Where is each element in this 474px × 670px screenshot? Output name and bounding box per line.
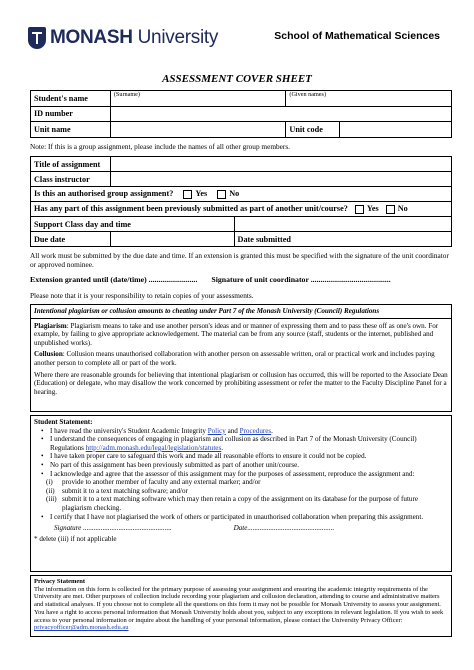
statement-heading: Student Statement: [34,418,93,426]
statement-item-safeguard: • I have taken proper care to safeguard this work and made all reasonable efforts to ensure it could not be copied. [44,452,448,461]
plagiarism-heading: Intentional plagiarism or collusion amounts to cheating under Part 7 of the Monash University (Council) Regulations [31,305,451,319]
given-names-field[interactable]: (Given names) [286,91,452,107]
privacy-panel [30,575,452,637]
unit-name-label: Unit name [31,122,111,138]
privacy-email-link[interactable]: privacyofficer@adm.monash.edu.au [34,624,129,632]
group-assignment-row: Is this an authorised group assignment? Yes No [31,187,452,202]
class-instructor-field[interactable] [110,172,451,187]
support-class-label: Support Class day and time [31,217,235,232]
statement-item-certify: • I certify that I have not plagiarised the work of others or participated in unauthorised collaboration when preparing this assignment. [44,513,448,522]
assignment-title-label: Title of assignment [31,157,111,172]
unit-code-label: Unit code [286,122,340,138]
monash-crest-icon [28,27,46,49]
school-name: School of Mathematical Sciences [274,30,440,42]
surname-field[interactable]: (Surname) [110,91,286,107]
page-title: ASSESSMENT COVER SHEET [162,73,312,85]
plagiarism-panel [30,304,452,412]
signature-row [34,524,448,533]
procedures-link[interactable]: Procedures [239,426,272,435]
id-number-label: ID number [31,106,111,122]
date-submitted-label[interactable]: Date submitted [234,232,451,247]
extension-row [30,275,452,284]
statement-item-reproduce: • I acknowledge and agree that the assessor of this assignment may for the purposes of assessment, reproduce the assignment and: [44,470,448,479]
monash-logo: MONASH University [50,27,219,48]
late-submission-note: All work must be submitted by the due date and time. If an extension is granted this must be specified with the signature of the unit coordinator or approved nominee. [30,251,449,269]
statement-item-policy: • I have read the university's Student Academic Integrity Policy and Procedures. [44,427,448,436]
prev-no-checkbox[interactable] [386,205,395,214]
statement-item-no-prior: • No part of this assignment has been previously submitted as part of another unit/course. [44,461,448,470]
support-class-field[interactable] [234,217,451,232]
policy-link[interactable]: Policy [207,426,226,435]
student-name-label: Student's name [31,91,111,107]
group-no-checkbox[interactable] [217,190,226,199]
student-statement-panel [30,415,452,572]
retain-copies-note: Please note that it is your responsibility to retain copies of your assessments. [30,291,254,300]
collusion-definition: Collusion: Collusion means unauthorised collaboration with another person on assessable written, oral or practical work and includes paying another person to complete all or part of the work. [34,350,435,367]
extension-label[interactable]: Extension granted until (date/time) ......................... [30,275,198,284]
statement-item-regulations: • I understand the consequences of engaging in plagiarism and collusion as described in Part 7 of the Monash University (Council) Regulations http://adm.monash.edu/legal/legislation/statutes. [44,435,448,452]
group-note: Note: If this is a group assignment, please include the names of all other group members. [30,142,290,151]
assignment-details-table [30,156,452,247]
group-yes-checkbox[interactable] [183,190,192,199]
statement-list [34,427,448,479]
privacy-heading: Privacy Statement [34,578,86,585]
misconduct-reporting-text: Where there are reasonable grounds for believing that intentional plagiarism or collusion has occurred, this will be reported to the Associate Dean (Education) or delegate, who may disallow the work concerned by prohibiting assessment or refer the matter to the Faculty Discipline Panel for a hearing. [34,370,448,396]
assignment-title-field[interactable] [110,157,451,172]
student-signature-field[interactable]: Signature .................................................. [54,524,172,533]
coordinator-signature-label[interactable]: Signature of unit coordinator ......................................... [211,275,391,284]
privacy-text: The information on this form is collected for the primary purpose of assessing your assignment and ensuring the academic integrity requirements of the University are met. Other purposes of collection include recording your plagiarism and collusion declaration, attending to course and administrative matters and statistical analyses. If you choose not to complete all the questions on this form it may not be possible for Monash University to assess your assignment. You have a right to access personal information that Monash University holds about you, subject to any exceptions in relevant legislation. If you wish to seek access to your personal information or inquire about the handling of your personal information, please contact the University Privacy Officer: privacyofficer@adm.monash.edu.au [34,585,444,632]
plagiarism-definition: Plagiarism: Plagiarism means to take and use another person's ideas and or manner of expressing them and to pass these off as one's own. For example, by failing to give appropriate acknowledgement. The material can be from any source (staff, students or the internet, published and unpublished works). [34,321,439,347]
prev-yes-checkbox[interactable] [355,205,364,214]
previous-submission-row: Has any part of this assignment been previously submitted as part of another unit/course? Yes No [31,202,452,217]
student-details-table [30,90,452,138]
signature-date-field[interactable]: Date................................................. [233,524,335,533]
unit-name-field[interactable] [110,122,286,138]
statement-sub-i: (i) provide to another member of faculty and any external marker; and/or [46,478,261,487]
id-number-field[interactable] [110,106,451,122]
statement-sub-ii: (ii) submit it to a text matching software; and/or [46,486,188,495]
due-date-label: Due date [31,232,111,247]
statement-sub-iii: (iii) submit it to a text matching software which may then retain a copy of the assignment on its database for the purpose of future plagiarism checking. [46,495,418,512]
class-instructor-label: Class instructor [31,172,111,187]
statement-footnote: * delete (iii) if not applicable [34,534,117,543]
due-date-field[interactable] [110,232,234,247]
unit-code-field[interactable] [340,122,452,138]
statutes-link[interactable]: http://adm.monash.edu/legal/legislation/statutes [85,443,222,452]
page-header [0,0,474,64]
